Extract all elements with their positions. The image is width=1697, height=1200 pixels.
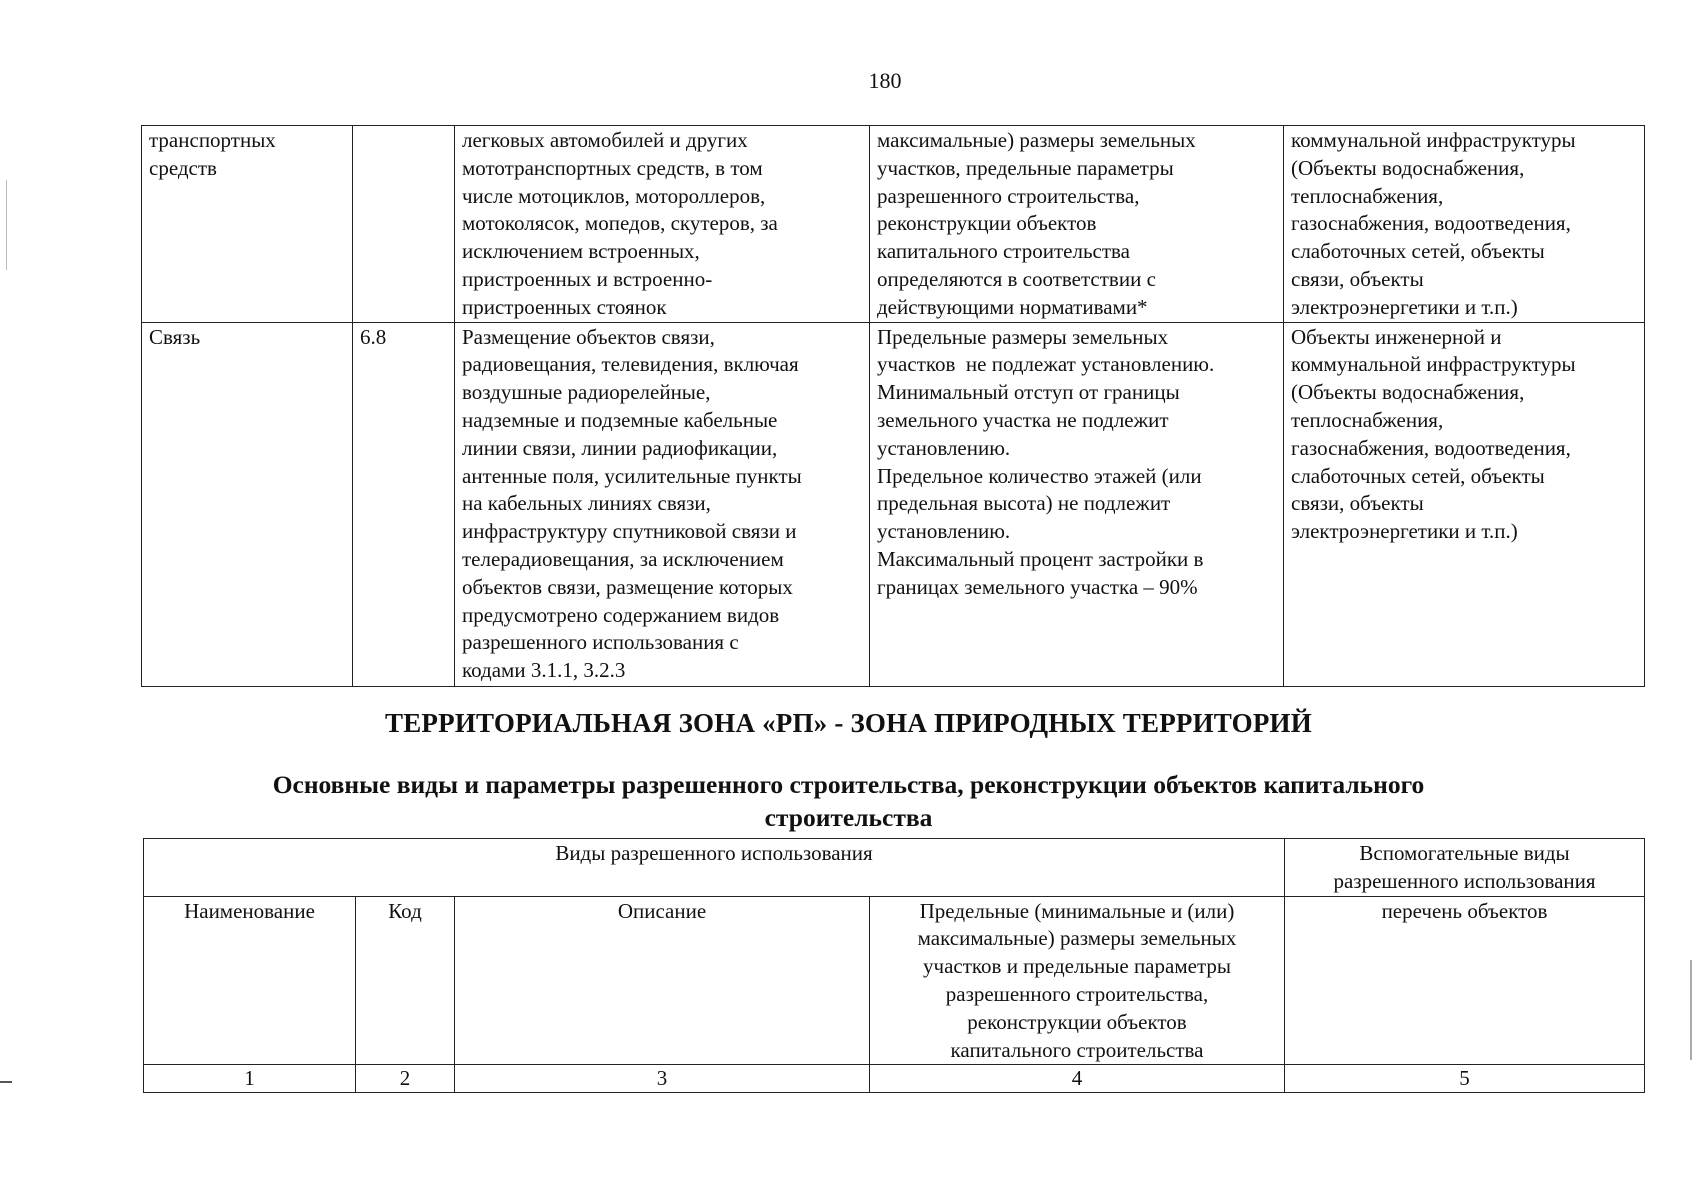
cell-line: транспортных (149, 128, 276, 152)
cell-line: (Объекты водоснабжения, (1291, 380, 1525, 405)
cell-line: газоснабжения, водоотведения, (1291, 435, 1571, 460)
cell-line: разрешенного строительства, (945, 981, 1209, 1006)
cell-line: радиовещания, телевидения, включая (462, 352, 799, 377)
cell-line: участков и предельные параметры (923, 954, 1231, 979)
cell-line: пристроенных стоянок (462, 294, 667, 319)
scan-edge-mark (6, 180, 7, 270)
cell-line: пристроенных и встроенно- (462, 266, 713, 291)
cell-line: границах земельного участка – 90% (877, 574, 1198, 599)
cell-line: исключением встроенных, (462, 239, 700, 264)
table-group-header-row (144, 839, 1645, 897)
cell-line: установлению. (877, 435, 1011, 460)
cell-line: участков не подлежат установлению. (877, 352, 1215, 377)
column-header-description: Описание (455, 896, 870, 1065)
cell-line: реконструкции объектов (877, 211, 1097, 236)
section-title (0, 768, 1697, 834)
cell-line: предельная высота) не подлежит (877, 491, 1171, 516)
description-cell (455, 126, 870, 323)
cell-line: средств (149, 155, 217, 180)
cell-line: определяются в соответствии с (877, 266, 1156, 291)
column-header-parameters (870, 896, 1285, 1065)
cell-line: Предельное количество этажей (или (877, 463, 1202, 488)
scan-edge-mark (1690, 960, 1692, 1060)
cell-line: установлению. (877, 519, 1011, 544)
cell-line: капитального строительства (950, 1037, 1204, 1062)
land-use-table-continuation (141, 125, 1645, 687)
cell-line: слаботочных сетей, объекты (1291, 239, 1545, 264)
cell-line: земельного участка не подлежит (877, 407, 1169, 432)
group-header-main: Виды разрешенного использования (144, 839, 1285, 897)
code-cell: 6.8 (353, 322, 455, 686)
table-row (142, 126, 1645, 323)
group-header-aux (1285, 839, 1645, 897)
name-cell (142, 322, 353, 686)
cell-line: Связь (149, 324, 201, 349)
cell-line: на кабельных линиях связи, (462, 491, 711, 516)
parameters-cell (870, 126, 1284, 323)
table-row (142, 322, 1645, 686)
cell-line: мотоколясок, мопедов, скутеров, за (462, 211, 778, 236)
cell-line: газоснабжения, водоотведения, (1291, 211, 1571, 236)
page-number: 180 (868, 68, 902, 93)
cell-line: электроэнергетики и т.п.) (1291, 519, 1518, 544)
zone-title: ТЕРРИТОРИАЛЬНАЯ ЗОНА «РП» - ЗОНА ПРИРОДНЫХ ТЕРРИТОРИЙ (385, 708, 1312, 738)
cell-line: мототранспортных средств, в том (462, 155, 763, 180)
cell-line: капитального строительства (877, 239, 1130, 264)
cell-line: Минимальный отступ от границы (877, 380, 1180, 405)
cell-line: действующими нормативами* (877, 294, 1148, 319)
code-cell (353, 126, 455, 323)
table-column-header-row (144, 896, 1645, 1065)
section-title-line: строительства (764, 803, 933, 832)
cell-line: легковых автомобилей и других (462, 128, 748, 152)
cell-line: максимальные) размеры земельных (877, 128, 1196, 152)
cell-line: Предельные размеры земельных (877, 324, 1169, 349)
cell-line: кодами 3.1.1, 3.2.3 (462, 658, 626, 683)
cell-line: Размещение объектов связи, (462, 324, 715, 349)
parameters-cell (870, 322, 1284, 686)
cell-line: (Объекты водоснабжения, (1291, 155, 1525, 180)
column-header-code: Код (356, 896, 455, 1065)
description-cell (455, 322, 870, 686)
cell-line: участков, предельные параметры (877, 155, 1174, 180)
column-number: 2 (356, 1065, 455, 1093)
cell-line: максимальные) размеры земельных (917, 926, 1237, 951)
column-number: 4 (870, 1065, 1285, 1093)
cell-line: объектов связи, размещение которых (462, 574, 793, 599)
column-number-row (144, 1065, 1645, 1093)
cell-line: разрешенного использования с (462, 630, 739, 655)
column-number: 1 (144, 1065, 356, 1093)
cell-line: коммунальной инфраструктуры (1291, 128, 1576, 152)
column-header-auxiliary: перечень объектов (1285, 896, 1645, 1065)
cell-line: числе мотоциклов, мотороллеров, (462, 183, 766, 208)
cell-line: связи, объекты (1291, 491, 1424, 516)
name-cell (142, 126, 353, 323)
cell-line: Предельные (минимальные и (или) (919, 898, 1235, 923)
auxiliary-cell (1284, 322, 1645, 686)
cell-line: инфраструктуру спутниковой связи и (462, 519, 797, 544)
cell-line: воздушные радиорелейные, (462, 380, 711, 405)
cell-line: электроэнергетики и т.п.) (1291, 294, 1518, 319)
cell-line: надземные и подземные кабельные (462, 407, 778, 432)
section-title-line: Основные виды и параметры разрешенного строительства, реконструкции объектов капитального (272, 770, 1425, 799)
cell-line: Объекты инженерной и (1291, 324, 1502, 349)
cell-line: Максимальный процент застройки в (877, 546, 1204, 571)
column-number: 3 (455, 1065, 870, 1093)
cell-line: реконструкции объектов (967, 1009, 1187, 1034)
cell-line: связи, объекты (1291, 266, 1424, 291)
auxiliary-cell (1284, 126, 1645, 323)
cell-line: линии связи, линии радиофикации, (462, 435, 778, 460)
cell-line: теплоснабжения, (1291, 183, 1444, 208)
cell-line: разрешенного использования (1333, 868, 1596, 893)
cell-line: Вспомогательные виды (1359, 841, 1570, 865)
zone-rp-header-table (143, 838, 1645, 1093)
cell-line: коммунальной инфраструктуры (1291, 352, 1576, 377)
cell-line: антенные поля, усилительные пункты (462, 463, 802, 488)
cell-line: слаботочных сетей, объекты (1291, 463, 1545, 488)
cell-line: телерадиовещания, за исключением (462, 546, 784, 571)
scan-edge-mark (0, 1081, 12, 1083)
cell-line: предусмотрено содержанием видов (462, 602, 780, 627)
column-number: 5 (1285, 1065, 1645, 1093)
cell-line: теплоснабжения, (1291, 407, 1444, 432)
column-header-name: Наименование (144, 896, 356, 1065)
cell-line: разрешенного строительства, (877, 183, 1140, 208)
